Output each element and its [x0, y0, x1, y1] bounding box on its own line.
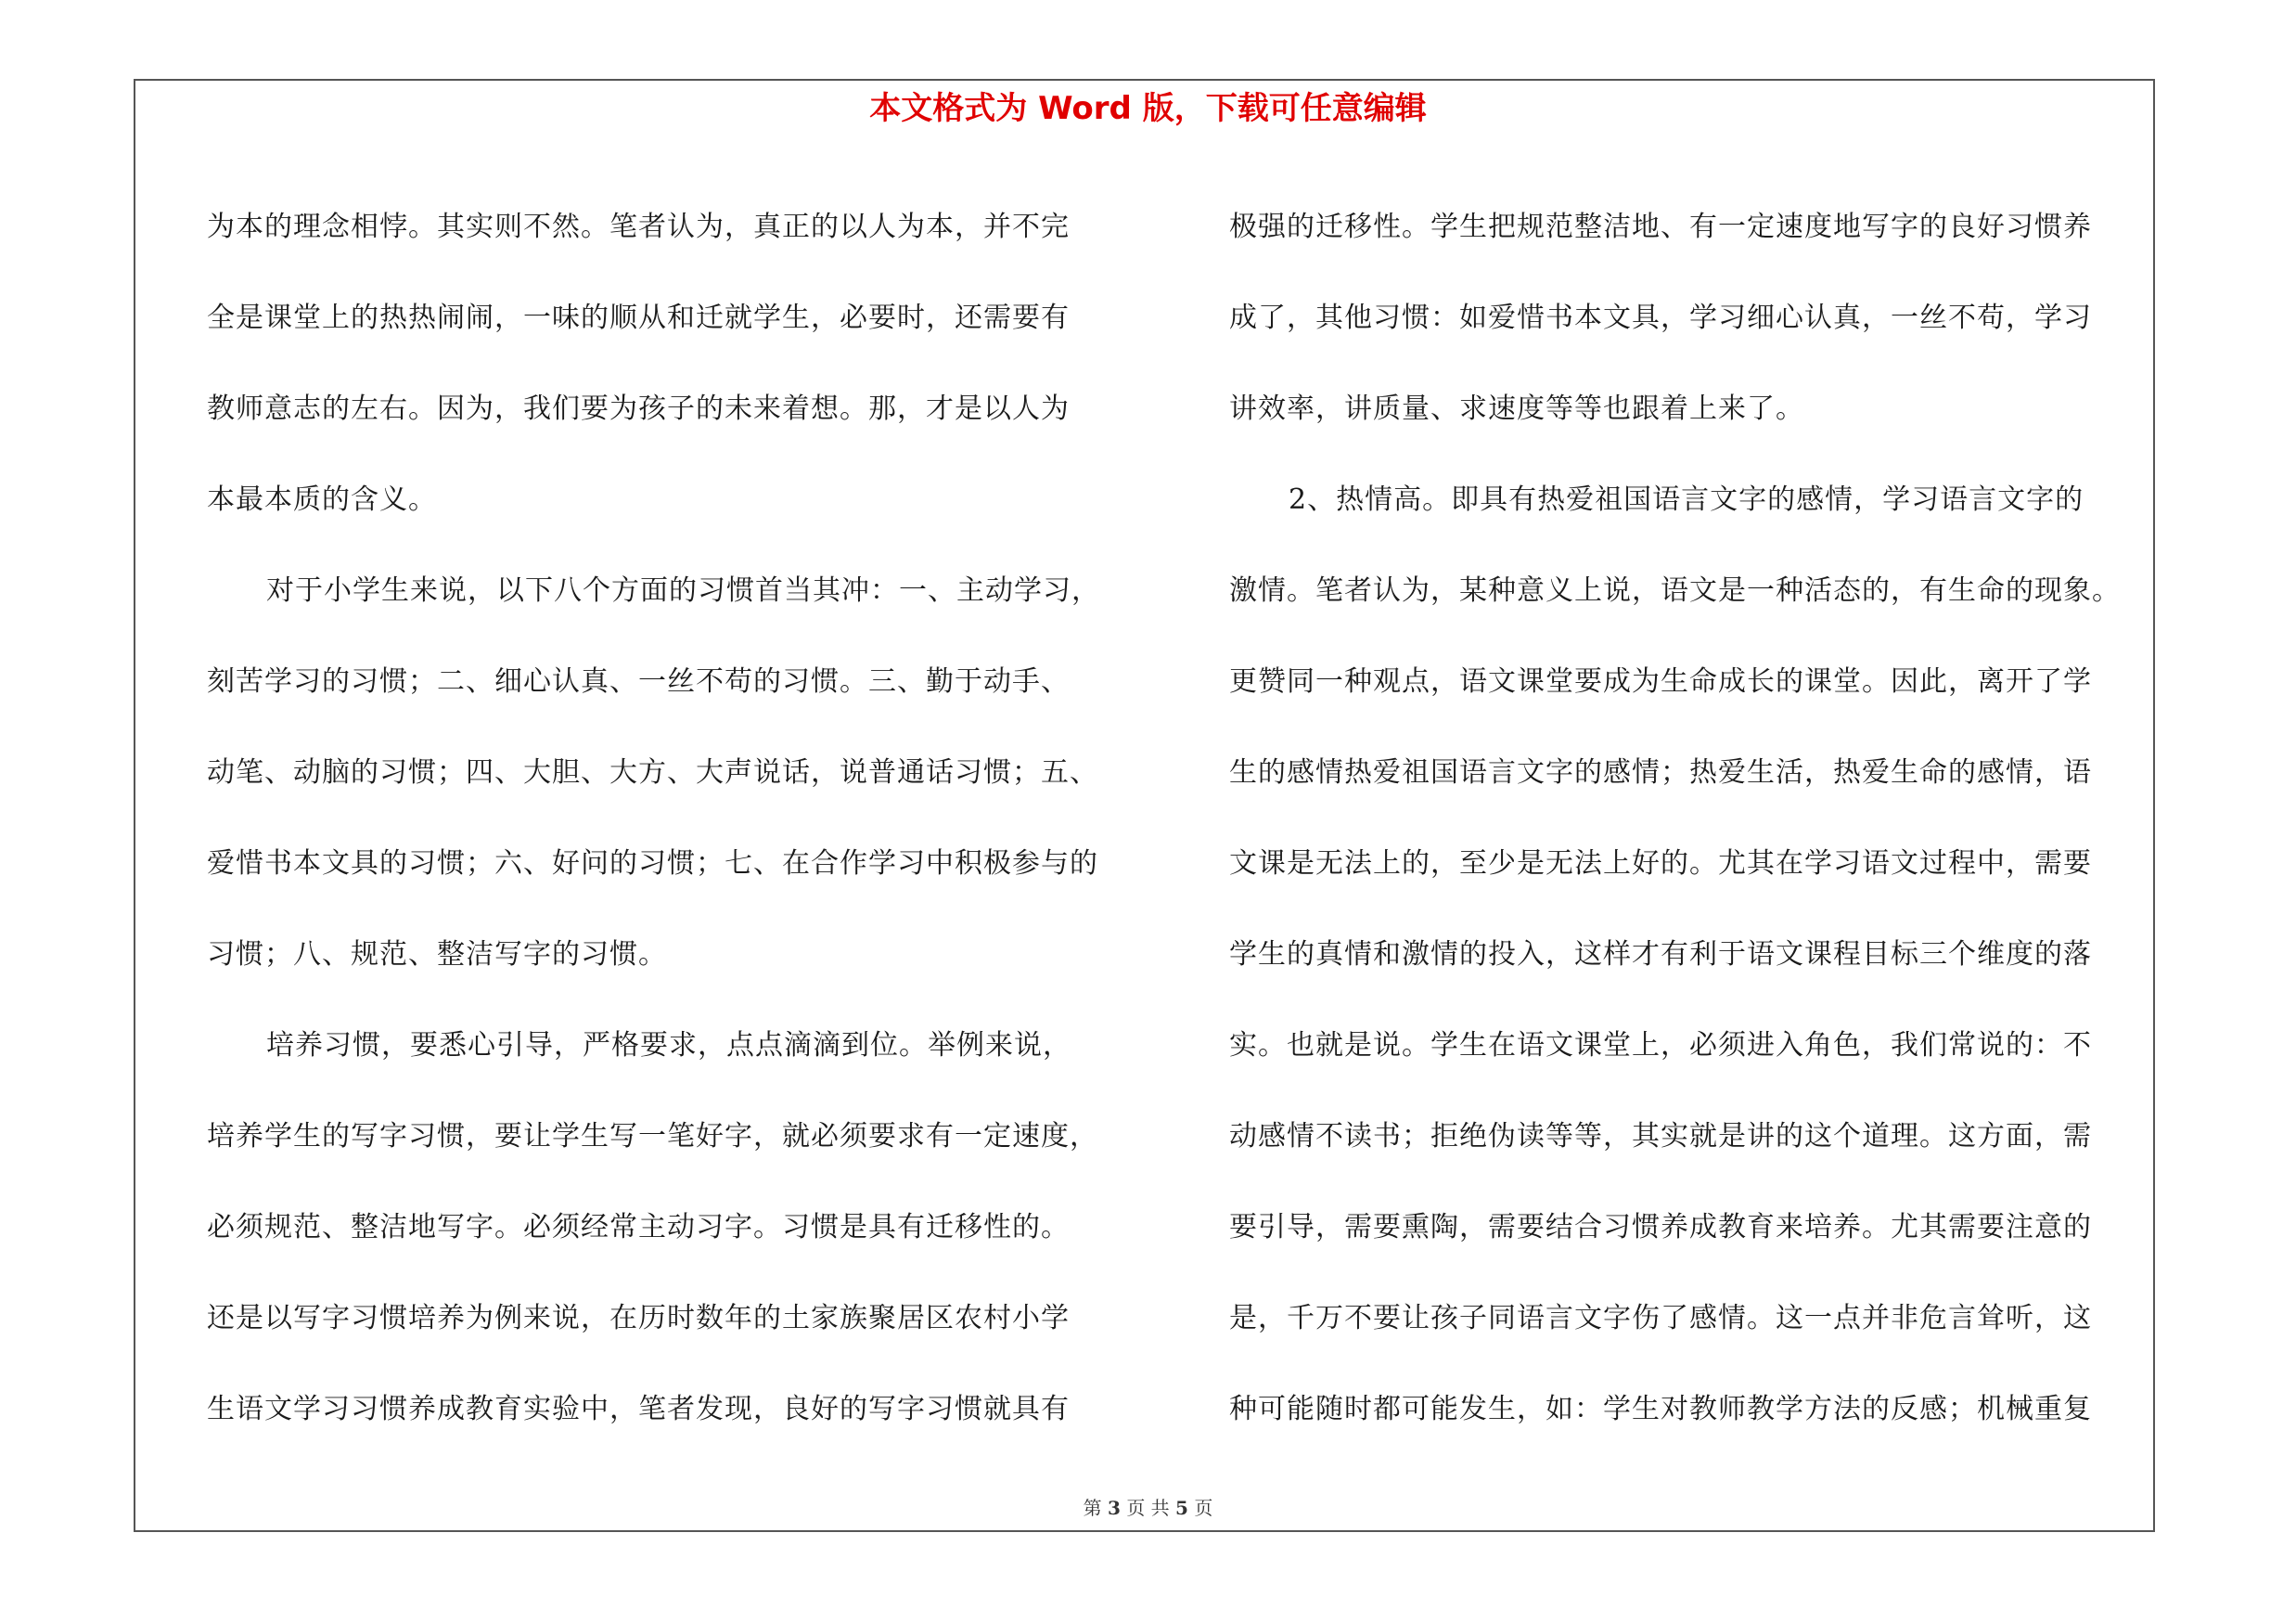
footer-suffix: 页 [1194, 1497, 1213, 1519]
text-line: 对于小学生来说，以下八个方面的习惯首当其冲：一、主动学习， [266, 574, 1100, 607]
text-line: 全是课堂上的热热闹闹，一味的顺从和迁就学生，必要时，还需要有 [207, 302, 1070, 334]
footer-middle: 页 共 [1126, 1497, 1170, 1519]
page-number-footer [0, 1494, 2296, 1522]
total-page-count: 5 [1175, 1497, 1188, 1519]
text-line: 生的感情热爱祖国语言文字的感情；热爱生活，热爱生命的感情，语 [1229, 756, 2092, 789]
right-text-column [1229, 182, 2166, 1455]
left-text-column [207, 182, 1144, 1455]
text-line: 讲效率，讲质量、求速度等等也跟着上来了。 [1229, 393, 1804, 425]
text-line: 动感情不读书；拒绝伪读等等，其实就是讲的这个道理。这方面，需 [1229, 1120, 2092, 1153]
text-line: 本最本质的含义。 [207, 483, 437, 516]
text-line: 极强的迁移性。学生把规范整洁地、有一定速度地写字的良好习惯养 [1229, 211, 2092, 243]
text-line: 更赞同一种观点，语文课堂要成为生命成长的课堂。因此，离开了学 [1229, 665, 2092, 698]
text-line: 文课是无法上的，至少是无法上好的。尤其在学习语文过程中，需要 [1229, 847, 2092, 880]
text-line: 学生的真情和激情的投入，这样才有利于语文课程目标三个维度的落 [1229, 938, 2092, 971]
text-line: 培养学生的写字习惯，要让学生写一笔好字，就必须要求有一定速度， [207, 1120, 1098, 1153]
text-line: 还是以写字习惯培养为例来说，在历时数年的土家族聚居区农村小学 [207, 1302, 1070, 1334]
text-line: 为本的理念相悖。其实则不然。笔者认为，真正的以人为本，并不完 [207, 211, 1070, 243]
text-line: 生语文学习习惯养成教育实验中，笔者发现，良好的写字习惯就具有 [207, 1393, 1070, 1425]
text-line: 是，千万不要让孩子同语言文字伤了感情。这一点并非危言耸听，这 [1229, 1302, 2092, 1334]
current-page-number: 3 [1108, 1497, 1121, 1519]
text-line: 实。也就是说。学生在语文课堂上，必须进入角色，我们常说的：不 [1229, 1029, 2092, 1062]
text-line: 激情。笔者认为，某种意义上说，语文是一种活态的，有生命的现象。 [1229, 574, 2121, 607]
text-line: 种可能随时都可能发生，如：学生对教师教学方法的反感；机械重复 [1229, 1393, 2092, 1425]
text-line: 刻苦学习的习惯；二、细心认真、一丝不苟的习惯。三、勤于动手、 [207, 665, 1070, 698]
text-line: 爱惜书本文具的习惯；六、好问的习惯；七、在合作学习中积极参与的 [207, 847, 1098, 880]
text-line: 教师意志的左右。因为，我们要为孩子的未来着想。那，才是以人为 [207, 393, 1070, 425]
text-line: 成了，其他习惯：如爱惜书本文具，学习细心认真，一丝不苟，学习 [1229, 302, 2092, 334]
editable-notice-banner: 本文格式为 Word 版，下载可任意编辑 [869, 90, 1427, 127]
text-line: 培养习惯，要悉心引导，严格要求，点点滴滴到位。举例来说， [266, 1029, 1071, 1062]
text-line: 2、热情高。即具有热爱祖国语言文字的感情，学习语言文字的 [1289, 483, 2084, 516]
footer-prefix: 第 [1083, 1497, 1102, 1519]
text-line: 习惯；八、规范、整洁写字的习惯。 [207, 938, 667, 971]
text-line: 动笔、动脑的习惯；四、大胆、大方、大声说话，说普通话习惯；五、 [207, 756, 1098, 789]
text-line: 要引导，需要熏陶，需要结合习惯养成教育来培养。尤其需要注意的 [1229, 1211, 2092, 1243]
text-line: 必须规范、整洁地写字。必须经常主动习字。习惯是具有迁移性的。 [207, 1211, 1070, 1243]
